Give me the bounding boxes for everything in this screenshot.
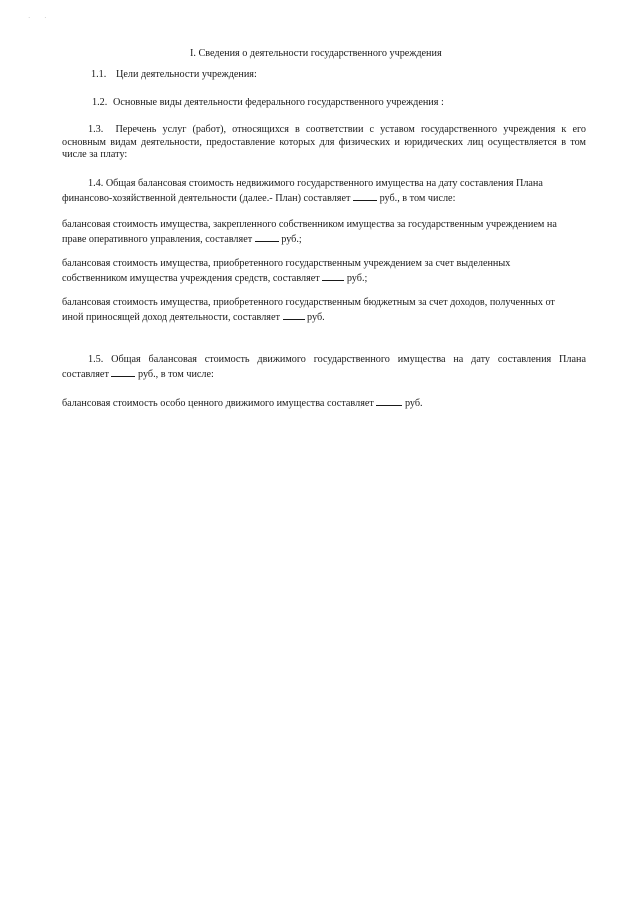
- section-1-2-number: 1.2.: [92, 97, 108, 108]
- valuable-property-text-a: балансовая стоимость особо ценного движимого имущества составляет: [62, 398, 374, 409]
- fixed-property-blank[interactable]: [255, 232, 279, 242]
- section-1-5-blank[interactable]: [111, 367, 135, 377]
- section-1-4-text-2b: руб., в том числе:: [379, 193, 456, 204]
- income-property-text-2a: иной приносящей доход деятельности, составляет: [62, 312, 280, 323]
- acquired-property-text-2b: руб.;: [346, 273, 368, 284]
- income-property-line-2: [62, 310, 325, 325]
- section-1-1-text: Цели деятельности учреждения:: [116, 69, 257, 80]
- valuable-property-blank[interactable]: [376, 396, 402, 406]
- valuable-property-line: [62, 396, 423, 411]
- section-1-5-text-2a: составляет: [62, 369, 109, 380]
- section-1-4-blank[interactable]: [353, 191, 377, 201]
- fixed-property-line-1: балансовая стоимость имущества, закрепленного собственником имущества за государственным учреждением на: [62, 219, 557, 230]
- section-1-3-paragraph: [62, 124, 586, 162]
- income-property-line-1: балансовая стоимость имущества, приобретенного государственным бюджетным за счет доходов, полученных от: [62, 297, 555, 308]
- section-1-4-number: 1.4.: [88, 178, 104, 189]
- fixed-property-text-2b: руб.;: [281, 234, 302, 245]
- income-property-text-2b: руб.: [307, 312, 325, 323]
- scan-artifact: · ·: [28, 14, 53, 22]
- fixed-property-text-2a: праве оперативного управления, составляет: [62, 234, 253, 245]
- section-1-5-number: 1.5.: [88, 354, 104, 365]
- acquired-property-line-1: балансовая стоимость имущества, приобретенного государственным учреждением за счет выделенных: [62, 258, 511, 269]
- section-1-5-line-2: [62, 367, 214, 382]
- section-1-4-text-2a: финансово-хозяйственной деятельности (далее.- План) составляет: [62, 193, 351, 204]
- page-title: I. Сведения о деятельности государственного учреждения: [190, 48, 442, 59]
- section-1-2-text: Основные виды деятельности федерального государственного учреждения :: [113, 97, 444, 108]
- valuable-property-text-b: руб.: [404, 398, 423, 409]
- fixed-property-line-2: [62, 232, 302, 247]
- section-1-5-text-1: Общая балансовая стоимость движимого государственного имущества на дату составления Плана: [111, 354, 586, 365]
- section-1-5-text-2b: руб., в том числе:: [138, 369, 214, 380]
- section-1-4-line-2: [62, 191, 455, 206]
- section-1-4-line-1: [88, 178, 543, 191]
- income-property-blank[interactable]: [283, 310, 305, 320]
- section-1-4-text-1: Общая балансовая стоимость недвижимого государственного имущества на дату составления Плана: [105, 178, 543, 189]
- acquired-property-blank[interactable]: [322, 271, 344, 281]
- acquired-property-text-2a: собственником имущества учреждения средств, составляет: [62, 273, 320, 284]
- section-1-5-line-1: [88, 354, 586, 367]
- acquired-property-line-2: [62, 271, 367, 286]
- section-1-3-number: 1.3.: [88, 124, 104, 135]
- section-1-1-number: 1.1.: [91, 69, 107, 80]
- section-1-3-text: Перечень услуг (работ), относящихся в соответствии с уставом государственного учреждения к его основным видам деятельности, предоставление которых для физических и юридических лиц осуществляется в том числе за плату:: [62, 124, 586, 160]
